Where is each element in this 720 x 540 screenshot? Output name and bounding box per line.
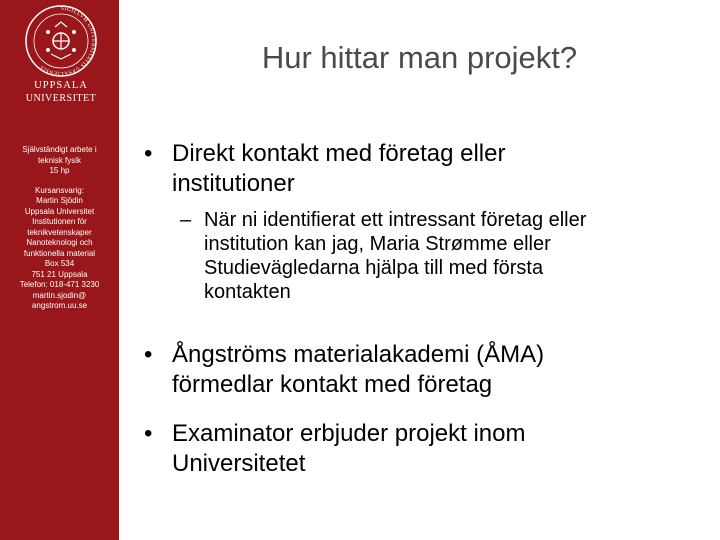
bullet-icon: • xyxy=(144,420,153,447)
contact-email[interactable]: angstrom.uu.se xyxy=(31,301,88,310)
bullet-text: Examinator erbjuder projekt inom xyxy=(172,420,526,447)
contact-line: teknikvetenskaper xyxy=(27,227,92,237)
contact-line: Institutionen för xyxy=(32,217,87,226)
contact-line: Box 534 xyxy=(44,259,75,268)
sub-bullet-text: Studievägledarna hjälpa till med första xyxy=(204,257,544,279)
sub-bullet-text: kontakten xyxy=(204,281,291,303)
contact-line: Telefon: 018-471 3230 xyxy=(19,280,100,289)
contact-line: Uppsala Universitet xyxy=(24,206,95,216)
bullet-text: Ångströms materialakademi (ÅMA) xyxy=(172,341,545,368)
contact-line: funktionella material xyxy=(23,248,96,258)
bullet-text: Direkt kontakt med företag eller xyxy=(172,140,506,167)
logo-line-1: UPPSALA xyxy=(34,80,88,91)
seal-text: SIGILLVM UNIVERSITATIS UPSALIENSIS xyxy=(39,5,97,77)
logo-line-2: UNIVERSITET xyxy=(25,93,97,104)
dash-icon: – xyxy=(180,209,192,231)
sub-bullet-text: institution kan jag, Maria Strømme eller xyxy=(204,233,551,255)
contact-line: Kursansvarig: xyxy=(35,185,84,195)
bullet-icon: • xyxy=(144,341,153,368)
course-line: teknisk fysik xyxy=(37,155,82,165)
contact-line: Martin Sjödin xyxy=(36,196,83,205)
contact-email[interactable]: martin.sjodin@ xyxy=(32,290,87,300)
bullet-icon: • xyxy=(144,140,153,167)
contact-line: 751 21 Uppsala xyxy=(31,269,88,279)
bullet-item xyxy=(144,340,545,400)
bullet-text: Universitetet xyxy=(172,450,306,477)
contact-line: Nanoteknologi och xyxy=(26,238,93,247)
bullet-text: institutioner xyxy=(172,170,295,197)
course-line: Självständigt arbete i xyxy=(22,145,97,154)
bullet-item xyxy=(144,419,526,479)
sub-bullet-item xyxy=(180,208,587,304)
bullet-text: förmedlar kontakt med företag xyxy=(172,371,493,398)
bullet-item xyxy=(144,139,506,199)
slide-title: Hur hittar man projekt? xyxy=(261,40,578,75)
sub-bullet-text: När ni identifierat ett intressant företag eller xyxy=(204,209,587,231)
course-line: 15 hp xyxy=(49,166,70,175)
